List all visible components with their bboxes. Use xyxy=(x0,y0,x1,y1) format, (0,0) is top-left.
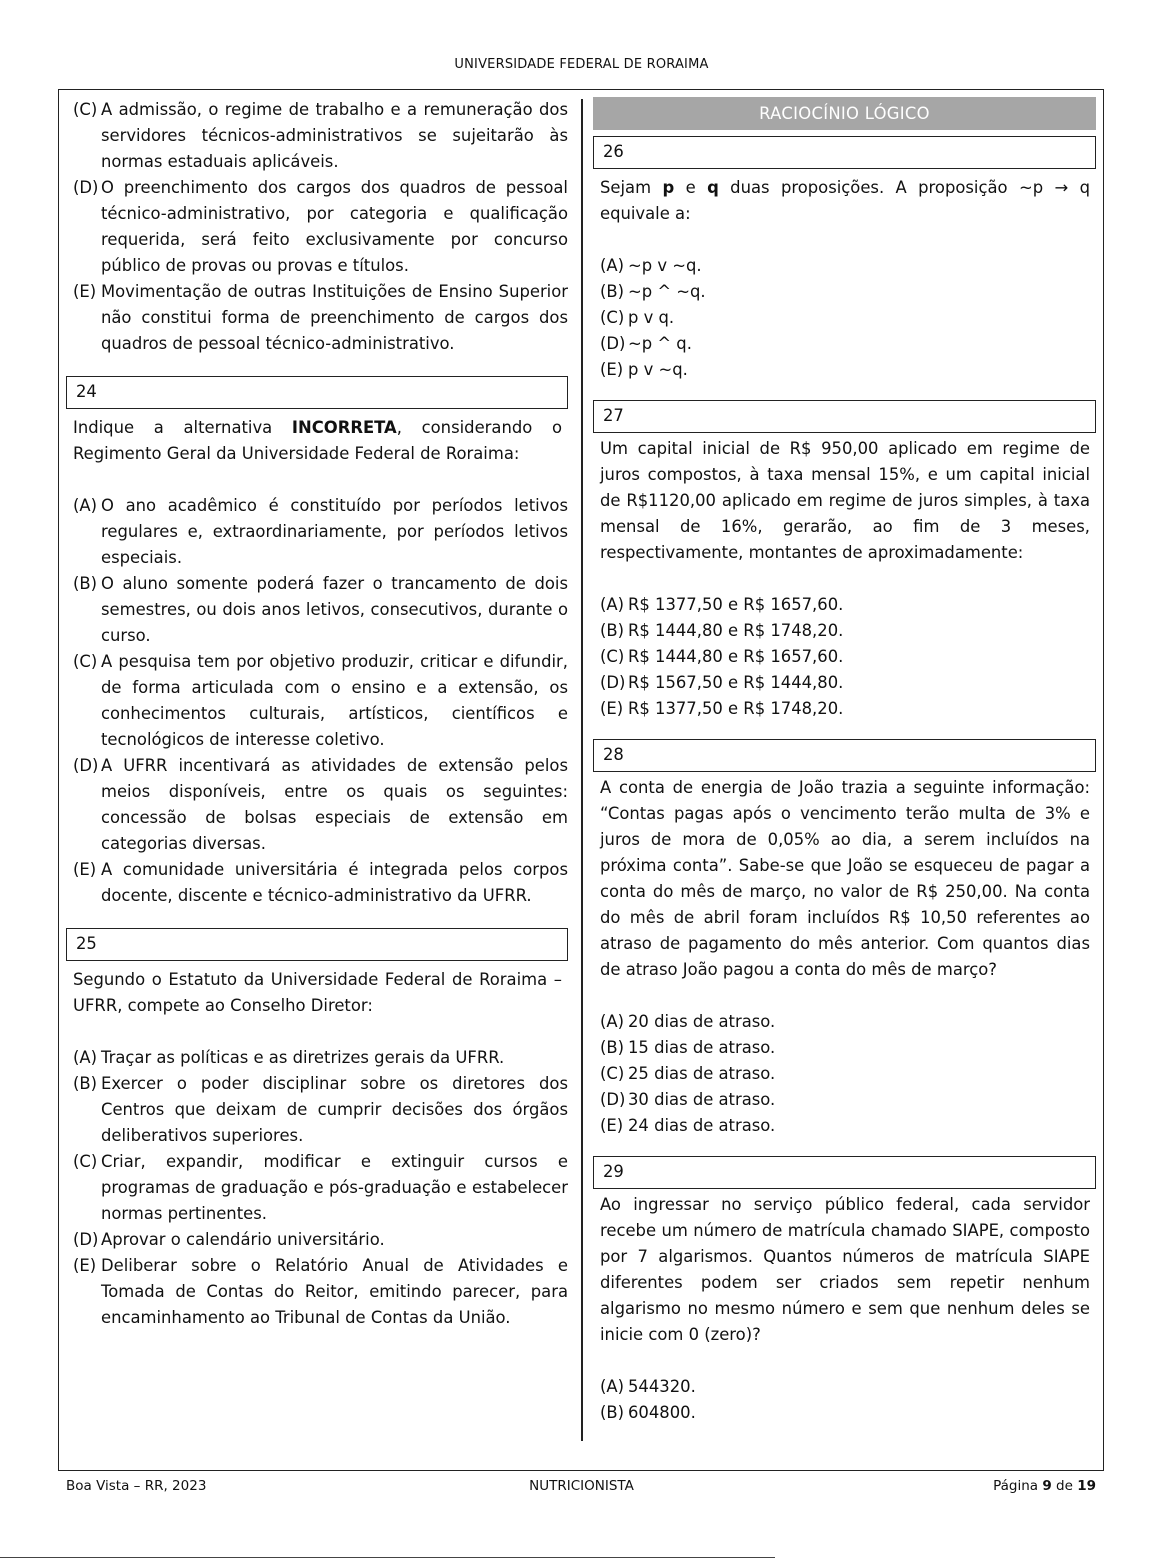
alt-letter: (E) xyxy=(600,360,624,379)
q25-stem: Segundo o Estatuto da Universidade Federal de Roraima – UFRR, compete ao Conselho Diretor: xyxy=(73,970,562,1015)
alt-text: A UFRR incentivará as atividades de extensão pelos meios disponíveis, entre os quais os seguintes: concessão de bolsas especiais de extensão em categorias diversas. xyxy=(101,756,568,853)
page-current: 9 xyxy=(1042,1478,1052,1494)
alt-text: 30 dias de atraso. xyxy=(628,1090,776,1109)
q27-alternatives xyxy=(593,592,1096,722)
alt-letter: (D) xyxy=(600,334,626,353)
q27-alt-a xyxy=(593,592,1096,618)
alt-letter: (C) xyxy=(600,308,625,327)
q24-stem-after: , considerando o Regimento Geral da Universidade Federal de Roraima: xyxy=(73,418,562,463)
right-column xyxy=(593,97,1096,1426)
q28-alternatives xyxy=(593,1009,1096,1139)
alt-text: O aluno somente poderá fazer o trancamento de dois semestres, ou dois anos letivos, consecutivos, durante o curso. xyxy=(101,574,568,645)
q26-alt-e xyxy=(593,357,1096,383)
alt-letter: (E) xyxy=(600,699,624,718)
alt-letter: (A) xyxy=(600,1012,625,1031)
alt-letter: (D) xyxy=(73,178,99,197)
q28-alt-b xyxy=(593,1035,1096,1061)
q26-alt-d xyxy=(593,331,1096,357)
q28-alt-d xyxy=(593,1087,1096,1113)
page-header-title: UNIVERSIDADE FEDERAL DE RORAIMA xyxy=(454,57,709,72)
q28-number-box: 28 xyxy=(593,739,1096,772)
q24-stem-before: Indique a alternativa xyxy=(73,418,292,437)
q29-alt-a xyxy=(593,1374,1096,1400)
alt-letter: (B) xyxy=(600,1038,625,1057)
alt-text: 24 dias de atraso. xyxy=(628,1116,776,1135)
q24-stem-bold: INCORRETA xyxy=(291,418,397,437)
q26-alt-c xyxy=(593,305,1096,331)
alt-text: ~p v ~q. xyxy=(628,256,702,275)
q24-alt-e xyxy=(66,857,568,909)
alt-text: Aprovar o calendário universitário. xyxy=(101,1230,385,1249)
alt-letter: (E) xyxy=(73,1256,97,1275)
bottom-rule xyxy=(0,1557,775,1558)
q29-number-box: 29 xyxy=(593,1156,1096,1189)
q25-alt-e xyxy=(66,1253,568,1331)
alt-text: R$ 1444,80 e R$ 1748,20. xyxy=(628,621,844,640)
alt-text: A comunidade universitária é integrada pelos corpos docente, discente e técnico-administrativo da UFRR. xyxy=(101,860,568,905)
q25-alt-c xyxy=(66,1149,568,1227)
alt-letter: (D) xyxy=(600,1090,626,1109)
alt-text: O ano acadêmico é constituído por períodos letivos regulares e, extraordinariamente, por períodos letivos especiais. xyxy=(101,496,568,567)
alt-letter: (C) xyxy=(73,652,98,671)
alt-text: p v q. xyxy=(628,308,675,327)
q26-stem-p: p xyxy=(662,178,675,197)
alt-letter: (D) xyxy=(600,673,626,692)
q25-number-box: 25 xyxy=(66,928,568,961)
q26-stem-part: duas proposições. A proposição ~p → q equivale a: xyxy=(600,178,1091,223)
q27-alt-b xyxy=(593,618,1096,644)
alt-letter: (A) xyxy=(600,1377,625,1396)
q27-alt-e xyxy=(593,696,1096,722)
alt-letter: (C) xyxy=(600,1064,625,1083)
left-column xyxy=(66,97,568,1331)
q29-stem: Ao ingressar no serviço público federal, cada servidor recebe um número de matrícula chamado SIAPE, composto por 7 algarismos. Quantos números de matrícula SIAPE diferentes podem ser criados sem repetir nenhum algarismo no mesmo número e sem que nenhum deles se inicie com 0 (zero)? xyxy=(600,1195,1090,1344)
q29-alt-b xyxy=(593,1400,1096,1426)
q24-alt-d xyxy=(66,753,568,857)
q23-alt-d xyxy=(66,175,568,279)
alt-text: Criar, expandir, modificar e extinguir cursos e programas de graduação e pós-graduação e estabelecer normas pertinentes. xyxy=(101,1152,568,1223)
q24-alt-a xyxy=(66,493,568,571)
alt-text: R$ 1567,50 e R$ 1444,80. xyxy=(628,673,844,692)
alt-letter: (B) xyxy=(600,282,625,301)
alt-letter: (B) xyxy=(73,574,98,593)
alt-text: O preenchimento dos cargos dos quadros de pessoal técnico-administrativo, por categoria e qualificação requerida, será feito exclusivamente por concurso público de provas ou provas e títulos. xyxy=(101,178,568,275)
alt-text: Exercer o poder disciplinar sobre os diretores dos Centros que deixam de cumprir decisões dos órgãos deliberativos superiores. xyxy=(101,1074,568,1145)
q26-stem-part: e xyxy=(674,178,708,197)
page-mid: de xyxy=(1051,1478,1078,1494)
q27-alt-c xyxy=(593,644,1096,670)
q28-stem: A conta de energia de João trazia a seguinte informação: “Contas pagas após o vencimento terão multa de 3% e juros de mora de 0,05% ao dia, a serem incluídos na próxima conta”. Sabe-se que João se esqueceu de pagar a conta do mês de março, no valor de R$ 250,00. Na conta do mês de abril foram incluídos R$ 10,50 referentes ao atraso de pagamento do mês anterior. Com quantos dias de atraso João pagou a conta do mês de março? xyxy=(600,778,1090,979)
q26-alt-a xyxy=(593,253,1096,279)
alt-text: ~p ^ q. xyxy=(628,334,692,353)
footer-exam-title: NUTRICIONISTA xyxy=(529,1478,634,1494)
q24-number-box: 24 xyxy=(66,376,568,409)
alt-text: R$ 1444,80 e R$ 1657,60. xyxy=(628,647,844,666)
alt-text: p v ~q. xyxy=(628,360,688,379)
alt-text: ~p ^ ~q. xyxy=(628,282,706,301)
alt-letter: (E) xyxy=(600,1116,624,1135)
alt-letter: (A) xyxy=(600,595,625,614)
alt-letter: (E) xyxy=(73,282,97,301)
q26-alt-b xyxy=(593,279,1096,305)
footer-location-year: Boa Vista – RR, 2023 xyxy=(66,1478,207,1494)
alt-letter: (B) xyxy=(600,621,625,640)
alt-text: 20 dias de atraso. xyxy=(628,1012,776,1031)
alt-text: R$ 1377,50 e R$ 1748,20. xyxy=(628,699,844,718)
alt-text: Movimentação de outras Instituições de Ensino Superior não constitui forma de preenchimento de cargos dos quadros de pessoal técnico-administrativo. xyxy=(101,282,568,353)
page-total: 19 xyxy=(1077,1478,1096,1494)
alt-text: Traçar as políticas e as diretrizes gerais da UFRR. xyxy=(101,1048,505,1067)
alt-letter: (B) xyxy=(600,1403,625,1422)
q24-alt-c xyxy=(66,649,568,753)
alt-letter: (A) xyxy=(600,256,625,275)
alt-letter: (E) xyxy=(73,860,97,879)
alt-letter: (A) xyxy=(73,1048,98,1067)
q23-alt-c xyxy=(66,97,568,175)
alt-text: 25 dias de atraso. xyxy=(628,1064,776,1083)
q24-stem xyxy=(66,415,568,467)
q26-stem xyxy=(593,175,1096,227)
q28-alt-e xyxy=(593,1113,1096,1139)
q23-alternatives xyxy=(66,97,568,357)
alt-text: 544320. xyxy=(628,1377,696,1396)
q26-stem-q: q xyxy=(707,178,719,197)
alt-letter: (C) xyxy=(600,647,625,666)
q25-alt-d xyxy=(66,1227,568,1253)
alt-text: 604800. xyxy=(628,1403,696,1422)
alt-letter: (C) xyxy=(73,100,98,119)
q25-alt-a xyxy=(66,1045,568,1071)
q28-alt-a xyxy=(593,1009,1096,1035)
q26-number-box: 26 xyxy=(593,136,1096,169)
alt-letter: (B) xyxy=(73,1074,98,1093)
q27-alt-d xyxy=(593,670,1096,696)
q26-alternatives xyxy=(593,253,1096,383)
section-title-banner: RACIOCÍNIO LÓGICO xyxy=(593,97,1096,130)
q26-stem-part: Sejam xyxy=(600,178,663,197)
alt-letter: (C) xyxy=(73,1152,98,1171)
alt-text: A pesquisa tem por objetivo produzir, criticar e difundir, de forma articulada com o ensino e a extensão, os conhecimentos culturais, artísticos, científicos e tecnológicos de interesse coletivo. xyxy=(101,652,568,749)
q23-alt-e xyxy=(66,279,568,357)
alt-text: 15 dias de atraso. xyxy=(628,1038,776,1057)
q24-alternatives xyxy=(66,493,568,909)
q24-alt-b xyxy=(66,571,568,649)
footer-page-number xyxy=(993,1478,1096,1494)
column-divider xyxy=(581,99,583,1441)
alt-letter: (A) xyxy=(73,496,98,515)
q29-alternatives xyxy=(593,1374,1096,1426)
alt-letter: (D) xyxy=(73,756,99,775)
q25-alt-b xyxy=(66,1071,568,1149)
page-prefix: Página xyxy=(993,1478,1043,1494)
alt-text: Deliberar sobre o Relatório Anual de Atividades e Tomada de Contas do Reitor, emitindo parecer, para encaminhamento ao Tribunal de Contas da União. xyxy=(101,1256,568,1327)
q27-number-box: 27 xyxy=(593,400,1096,433)
q27-stem: Um capital inicial de R$ 950,00 aplicado em regime de juros compostos, à taxa mensal 15%, e um capital inicial de R$1120,00 aplicado em regime de juros simples, à taxa mensal de 16%, gerarão, ao fim de 3 meses, respectivamente, montantes de aproximadamente: xyxy=(600,439,1090,562)
alt-letter: (D) xyxy=(73,1230,99,1249)
alt-text: R$ 1377,50 e R$ 1657,60. xyxy=(628,595,844,614)
alt-text: A admissão, o regime de trabalho e a remuneração dos servidores técnicos-administrativos se sujeitarão às normas estaduais aplicáveis. xyxy=(101,100,568,171)
q25-alternatives xyxy=(66,1045,568,1331)
q28-alt-c xyxy=(593,1061,1096,1087)
